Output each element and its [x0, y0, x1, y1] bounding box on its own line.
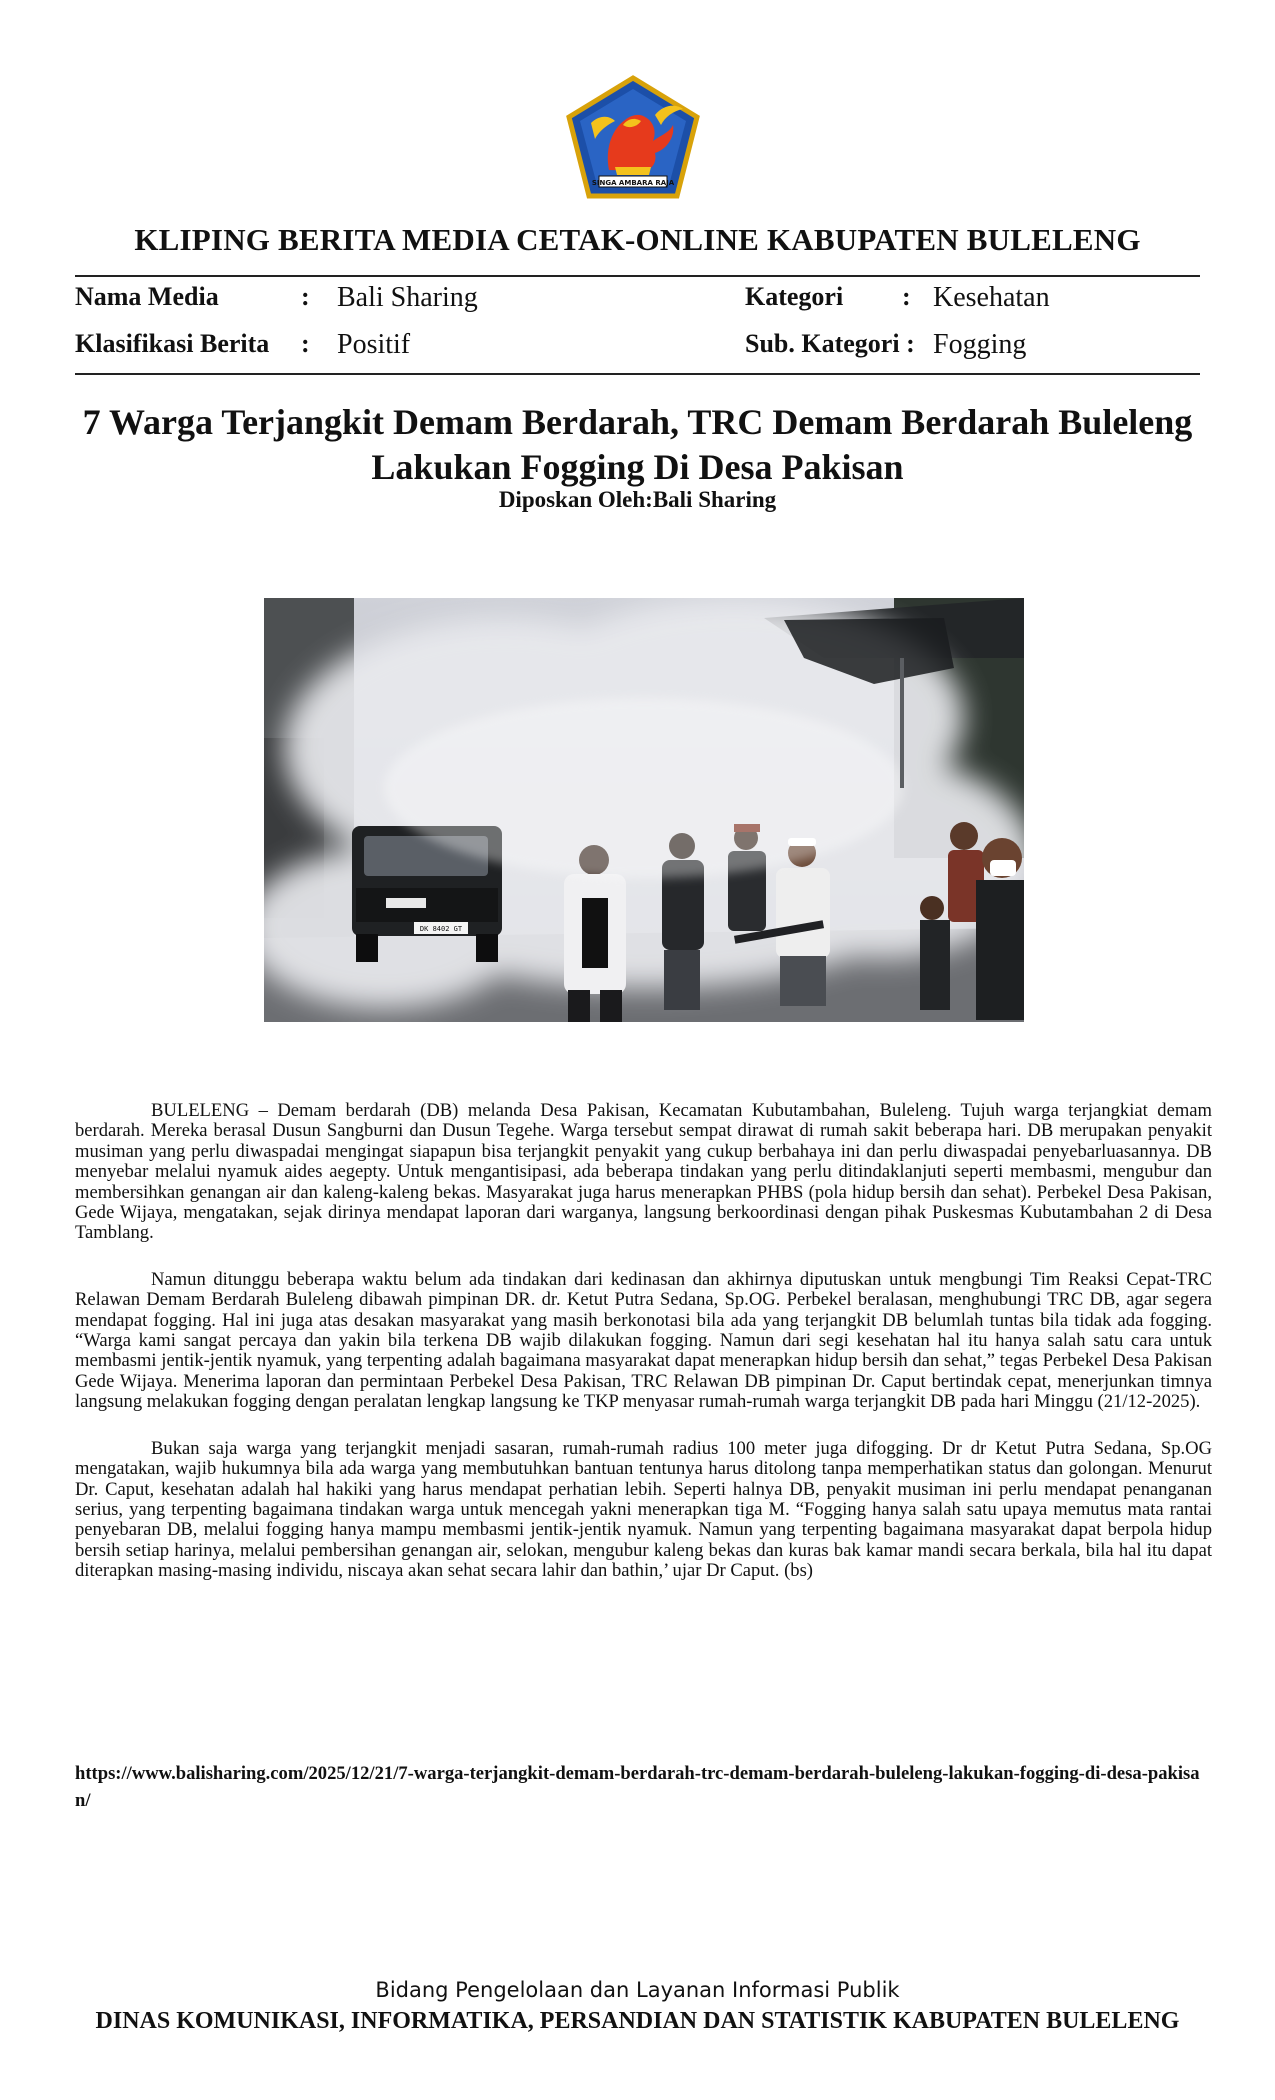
- category-colon: :: [902, 282, 911, 311]
- footer-division-name: Bidang Pengelolaan dan Layanan Informasi Publik: [375, 1978, 900, 2002]
- meta-row-media: [75, 282, 1200, 322]
- article-paragraph: Namun ditunggu beberapa waktu belum ada tindakan dari kedinasan dan akhirnya diputuskan untuk mengbungi Tim Reaksi Cepat-TRC Relawan Demam Berdarah Buleleng dibawah pimpinan DR. dr. Ketut Putra Sedana, Sp.OG. Perbekel beralasan, menghubungi TRC DB, agar segera mendapat fogging. Hal ini juga atas desakan masyarakat yang masih berkonotasi bila ada yang terjangkit DB belumlah tuntas bila tidak ada fogging. “Warga kami sangat percaya dan yakin bila terkena DB wajib dilakukan fogging. Namun dari segi kesehatan hal itu hanya salah satu cara untuk membasmi jentik-jentik nyamuk, yang terpenting adalah bagaimana masyarakat dapat menerapkan hidup bersih dan sehat,” tegas Perbekel Desa Pakisan Gede Wijaya. Menerima laporan dan permintaan Perbekel Desa Pakisan, TRC Relawan DB pimpinan Dr. Caput bertindak cepat, menerjunkan timnya langsung melakukan fogging dengan peralatan lengkap langsung ke TKP menyasar rumah-rumah warga terjangkit DB pada hari Minggu (21/12-2025).: [75, 1268, 1212, 1413]
- header-divider-top: [75, 275, 1200, 277]
- header-divider-bottom: [75, 373, 1200, 375]
- classification-colon: :: [301, 329, 310, 358]
- media-name-colon: :: [301, 282, 310, 311]
- article-body: [75, 1101, 1212, 1608]
- source-url-link[interactable]: https://www.balisharing.com/2025/12/21/7-warga-terjangkit-demam-berdarah-trc-demam-berdarah-buleleng-lakukan-fogging-di-desa-pakisan/: [75, 1763, 1200, 1811]
- clipping-header-title: KLIPING BERITA MEDIA CETAK-ONLINE KABUPATEN BULELENG: [134, 222, 1141, 257]
- meta-row-classification: [75, 329, 1200, 369]
- classification-label: Klasifikasi Berita: [75, 329, 270, 358]
- article-photo-fogging-scene: [264, 598, 1024, 1022]
- subcategory-label: Sub. Kategori :: [745, 329, 915, 358]
- article-paragraph: Bukan saja warga yang terjangkit menjadi sasaran, rumah-rumah radius 100 meter juga difogging. Dr dr Ketut Putra Sedana, Sp.OG mengatakan, wajib hukumnya bila ada warga yang membutuhkan bantuan tentunya harus ditolong tanpa memperhatikan status dan golongan. Menurut Dr. Caput, kesehatan adalah hal hakiki yang harus mendapat perhatian lebih. Seperti halnya DB, penyakit musiman ini perlu mendapat penanganan serius, yang terpenting bagaimana tindakan warga untuk mencegah yakni menerapkan tiga M. “Fogging hanya salah satu upaya memutus mata rantai penyebaran DB, melalui fogging hanya mampu membasmi jentik-jentik nyamuk. Namun yang terpenting bagaimana masyarakat dapat berpola hidup bersih setiap harinya, melalui pembersihan genangan air, selokan, mengubur kaleng bekas dan kuras bak kamar mandi secara berkala, bila hal itu dapat diterapkan masing-masing individu, niscaya akan sehat secara lahir dan bathin,’ ujar Dr Caput. (bs): [75, 1437, 1212, 1582]
- category-value: Kesehatan: [933, 282, 1050, 313]
- article-byline: Diposkan Oleh:Bali Sharing: [498, 487, 777, 512]
- media-name-value: Bali Sharing: [337, 282, 478, 313]
- article-title: 7 Warga Terjangkit Demam Berdarah, TRC Demam Berdarah Buleleng Lakukan Fogging Di Desa Pakisan: [82, 402, 1193, 487]
- classification-value: Positif: [337, 329, 411, 360]
- footer-agency-name: DINAS KOMUNIKASI, INFORMATIKA, PERSANDIAN DAN STATISTIK KABUPATEN BULELENG: [95, 2008, 1180, 2034]
- article-paragraph: BULELENG – Demam berdarah (DB) melanda Desa Pakisan, Kecamatan Kubutambahan, Buleleng. Tujuh warga terjangkiat demam berdarah. Mereka berasal Dusun Sangburni dan Dusun Tegehe. Warga tersebut sempat dirawat di rumah sakit beberapa hari. DB merupakan penyakit musiman yang perlu diwaspadai mengingat siapapun bisa terjangkit penyakit yang cukup berbahaya ini dan perlu diwaspadai penyebarluasannya. DB menyebar melalui nyamuk aides aegepty. Untuk mengantisipasi, ada beberapa tindakan yang perlu ditindaklanjuti seperti membasmi, mengubur dan membersihkan genangan air dan kaleng-kaleng bekas. Masyarakat juga harus menerapkan PHBS (pola hidup bersih dan sehat). Perbekel Desa Pakisan, Gede Wijaya, mengatakan, sejak dirinya mendapat laporan dari warganya, langsung berkoordinasi dengan pihak Puskesmas Kubutambahan 2 di Desa Tamblang.: [75, 1100, 1212, 1244]
- svg-text:SINGA AMBARA RAJA: SINGA AMBARA RAJA: [591, 179, 675, 187]
- subcategory-value: Fogging: [933, 329, 1027, 360]
- category-label: Kategori: [745, 282, 844, 311]
- regency-emblem-logo: [565, 75, 701, 201]
- svg-text:DK 8402 GT: DK 8402 GT: [419, 925, 463, 933]
- media-name-label: Nama Media: [75, 282, 219, 311]
